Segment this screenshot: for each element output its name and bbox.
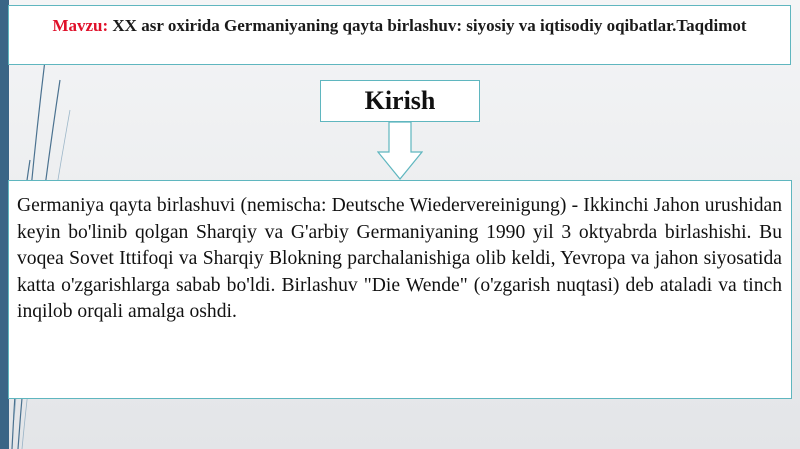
content-text-box — [8, 180, 792, 399]
title-text: XX asr oxirida Germaniyaning qayta birlashuv: siyosiy va iqtisodiy oqibatlar.Taqdimot — [112, 16, 747, 35]
section-heading: Kirish — [320, 80, 480, 122]
title-prefix: Mavzu: — [52, 16, 109, 35]
body-paragraph: Germaniya qayta birlashuvi (nemischa: Deutsche Wiedervereinigung) - Ikkinchi Jahon urushidan keyin bo'linib qolgan Sharqiy va G'arbiy Germaniyaning 1990 yil 3 oktyabrda birlashishi. Bu voqea Sovet Ittifoqi va Sharqiy Blokning parchalanishiga olib keldi, Yevropa va jahon siyosatida katta o'zgarishlarga sabab bo'ldi. Birlashuv "Die Wende" (o'zgarish nuqtasi) deb ataladi va tinch inqilob orqali amalga oshdi. — [17, 195, 782, 322]
slide-title-box — [8, 5, 791, 65]
down-arrow-icon — [377, 122, 423, 180]
